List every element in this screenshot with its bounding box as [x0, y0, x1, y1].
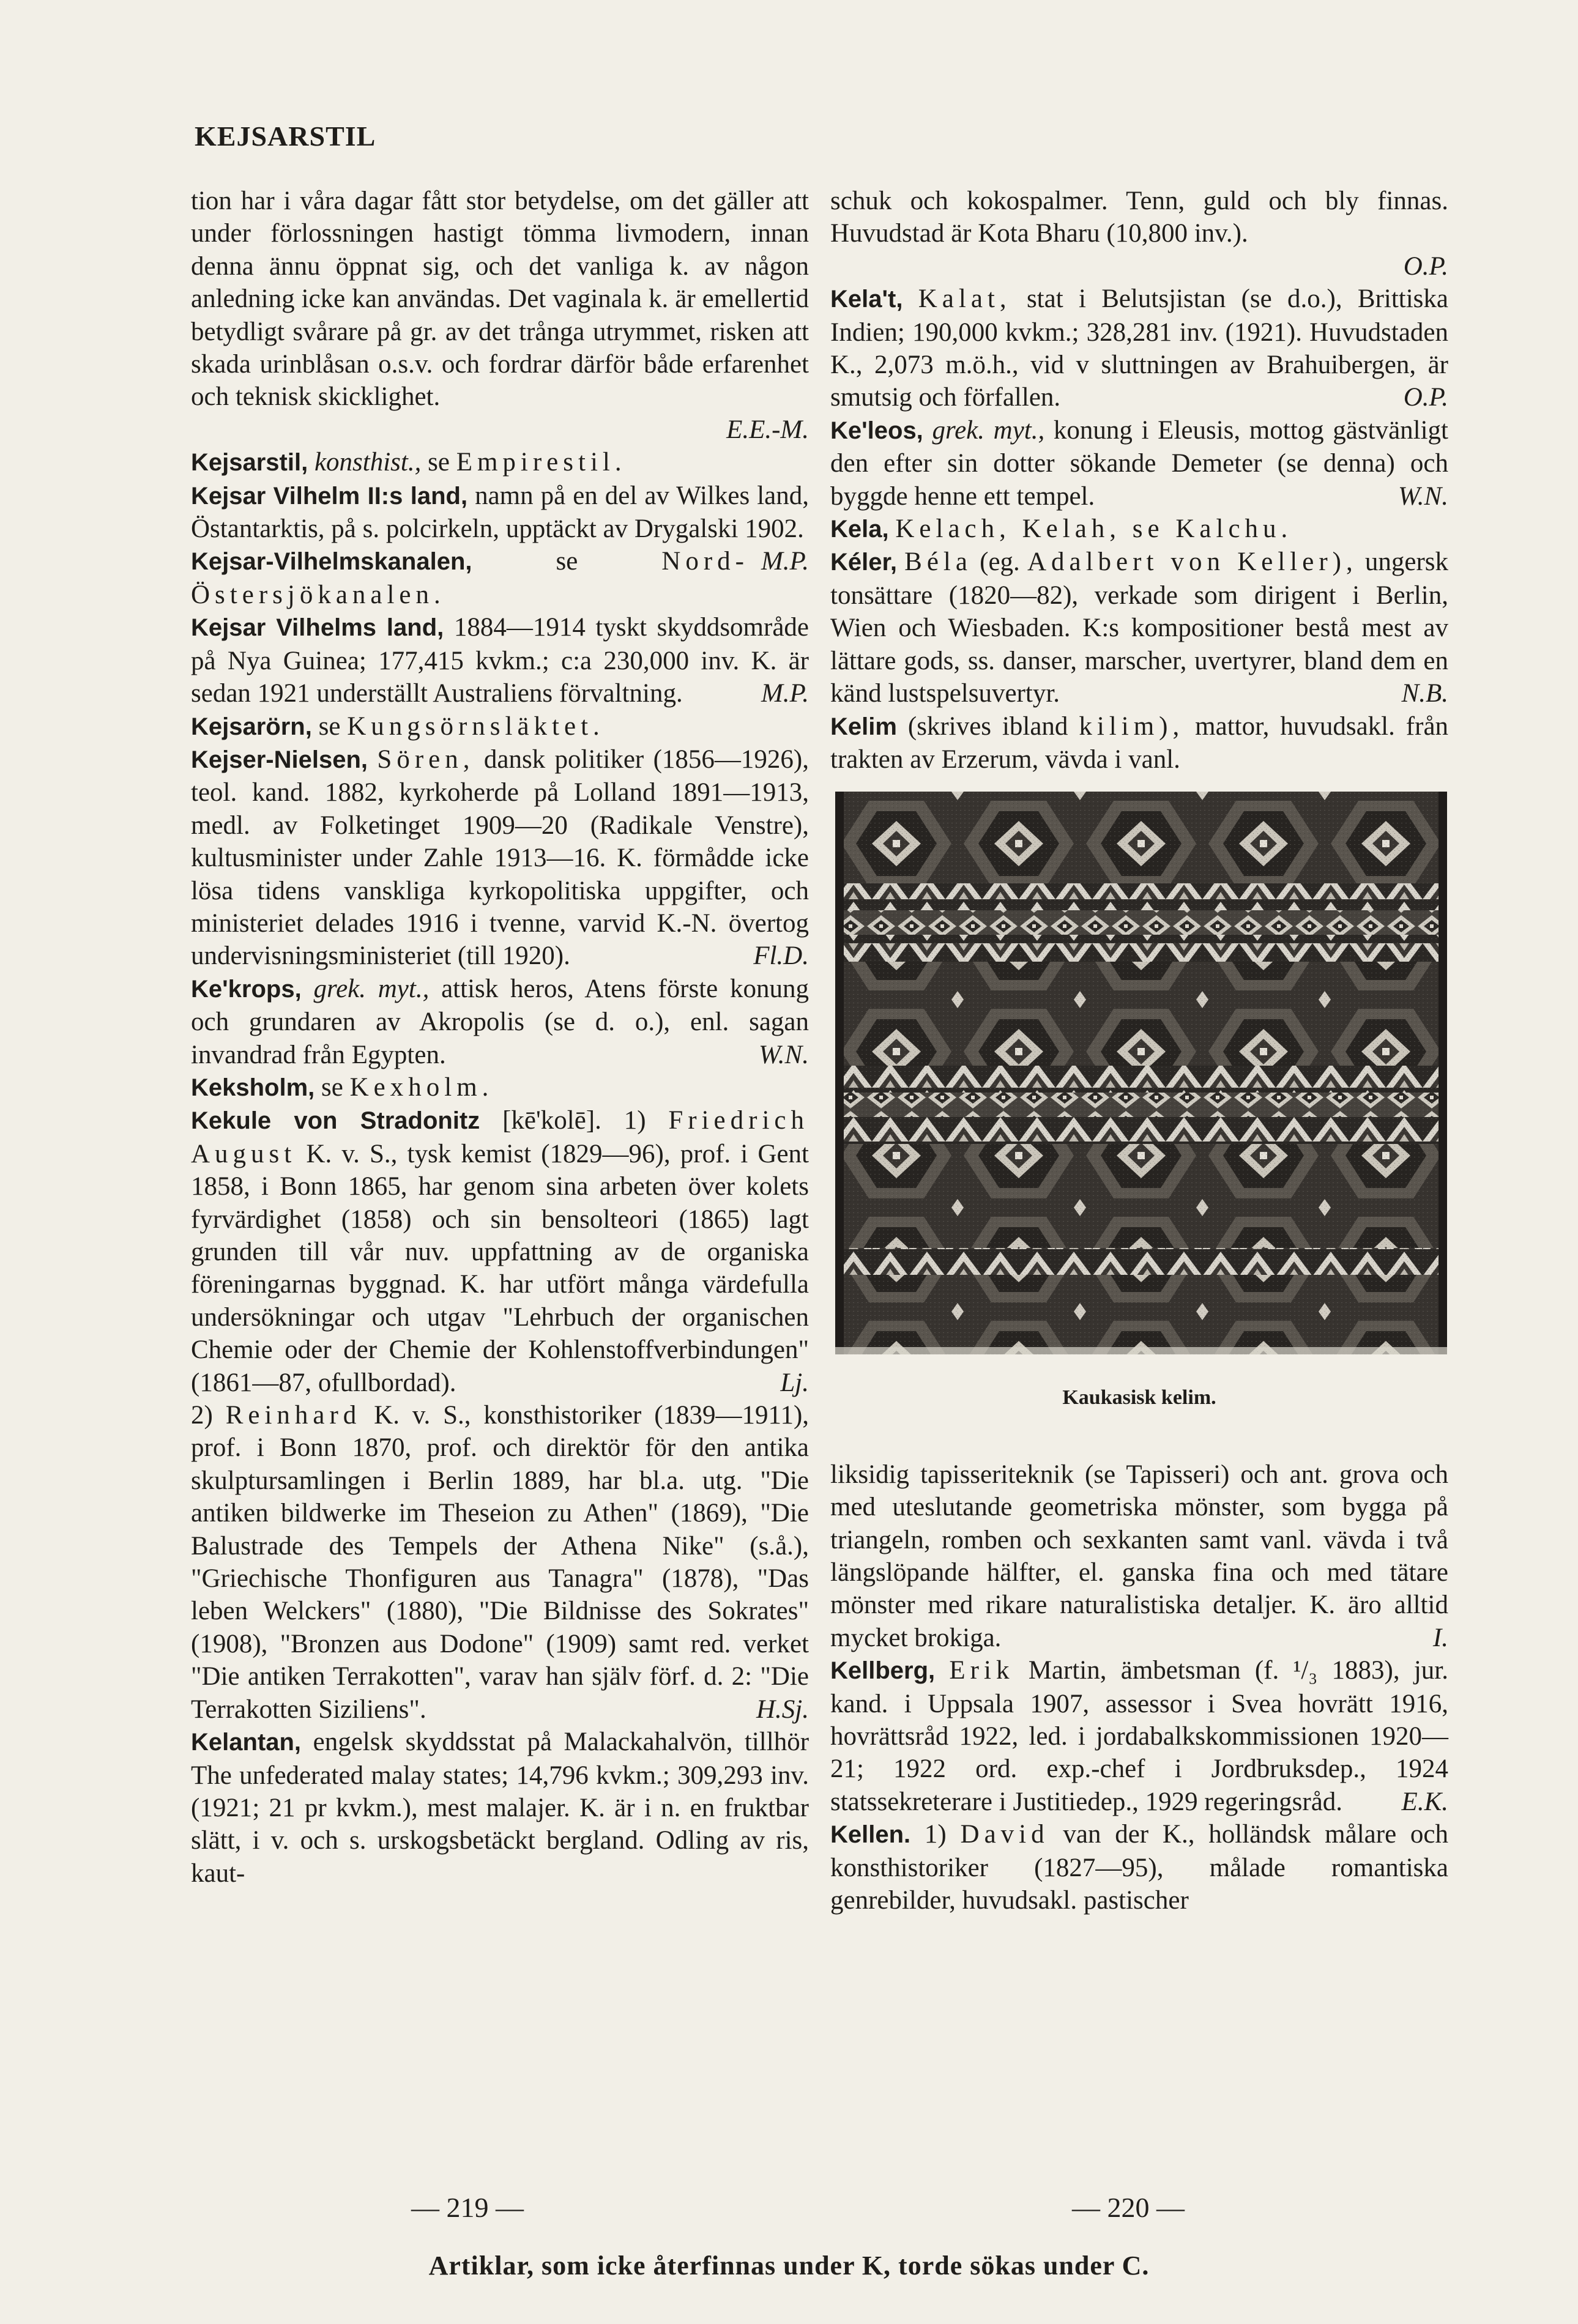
cross-reference: Kungsörnsläktet.: [347, 711, 605, 741]
entry-text: mattor, huvudsakl. från trakten av Erzerum, vävda i vanl.: [830, 711, 1449, 774]
headword: Kela,: [830, 516, 889, 543]
headword: Kelantan,: [191, 1729, 302, 1756]
cross-reference: Kexholm.: [349, 1072, 494, 1102]
entry-text: K. v. S., konsthistoriker (1839—1911), prof. i Bonn 1870, prof. och direktör för den antika skulptursamlingen i Berlin 1889, har bl.a. utg. "Die antiken bildwerke im Theseion zu Athen" (1869), "Die Balustrade des Tempels der Athena Nike" (s.å.), "Griechische Thonfiguren aus Tanagra" (1878), "Das leben Welckers" (1880), "Die Bildnisse des Sokrates" (1908), "Bronzen aus Dodone" (1909) samt red. verket "Die antiken Terrakotten", varav han själv förf. d. 2: "Die Terrakotten Siziliens".: [191, 1401, 809, 1724]
headword: Kejser-Nielsen,: [191, 746, 368, 773]
signature: O.P.: [1403, 383, 1448, 412]
signature: M.P.: [761, 547, 809, 576]
signature: W.N.: [758, 1040, 809, 1069]
entry-kejsar-vilhelms-land: [191, 611, 809, 710]
sub-number: 1): [623, 1106, 646, 1135]
kelim-rug-image: [835, 792, 1447, 1354]
signature: N.B.: [1401, 679, 1448, 708]
note-text: (skrives ibland: [907, 711, 1068, 741]
person-name: David: [960, 1820, 1049, 1849]
see-text: se: [428, 448, 450, 477]
field-label: grek. myt.,: [313, 974, 430, 1003]
signature: W.N.: [1397, 481, 1448, 511]
headword: Kejsarstil,: [191, 449, 308, 477]
place-name: Kalat,: [918, 284, 1011, 314]
cross-reference: Kelach, Kelah, se Kalchu.: [895, 514, 1293, 544]
headword: Kellen.: [830, 1821, 911, 1849]
variant-name: kilim),: [1079, 711, 1185, 741]
headword: Ke'krops,: [191, 975, 302, 1003]
headword: Keksholm,: [191, 1074, 315, 1101]
entry-continuation: [830, 185, 1448, 250]
person-name: Béla: [904, 548, 972, 577]
entry-kela: [830, 513, 1448, 546]
entry-kekrops: [191, 973, 809, 1071]
field-label: grek. myt.,: [932, 415, 1045, 445]
headword: Ke'leos,: [830, 417, 923, 444]
page-number-right: — 220 —: [1072, 2192, 1185, 2223]
field-label: konsthist.,: [314, 448, 422, 477]
headword: Kejsar Vilhelm II:s land,: [191, 482, 468, 510]
entry-text: namn på en del av Wilkes land, Östantarktis, på s. polcirkeln, upptäckt av Drygalski 1902.: [191, 481, 809, 544]
cross-reference: Nord-Östersjökanalen.: [191, 547, 749, 609]
signature: E.E.-M.: [726, 415, 809, 444]
entry-kelim-continued: [830, 1458, 1448, 1654]
entry-kejsar-vilhelmskanalen: [191, 545, 809, 611]
person-name: Friedrich August: [191, 1106, 809, 1168]
continuation-text: tion har i våra dagar fått stor betydelse, om det gäller att under förlossningen hastigt tömma livmodern, innan denna ännu öppnat sig, och det vanliga k. av någon anledning icke kan användas. Det vaginala k. är emellertid betydligt svårare på gr. av det trånga utrymmet, risken att skada urinblåsan o.s.v. och fordrar därför både erfarenhet och teknisk skicklighet.: [191, 187, 809, 412]
entry-kelat: [830, 283, 1448, 414]
figure-caption: Kaukasisk kelim.: [1062, 1386, 1216, 1409]
entry-continuation: [191, 185, 809, 414]
entry-text: konung i Eleusis, mottog gästvänligt den efter sin dotter sökande Demeter (se denna) och byggde henne ett tempel.: [830, 415, 1448, 511]
see-text: se: [321, 1072, 343, 1102]
continuation-text: schuk och kokospalmer. Tenn, guld och bly finnas. Huvudstad är Kota Bharu (10,800 inv.).: [830, 187, 1448, 248]
note-text: (eg.: [980, 548, 1020, 577]
sub-number: 1): [924, 1820, 947, 1849]
kelim-figure: [830, 792, 1448, 1414]
entry-kekule-sub-2: [191, 1399, 809, 1726]
entry-text: liksidig tapisseriteknik (se Tapisseri) och ant. grova och med uteslutande geometriska mönster, som bygga på triangeln, romben och sexkanten samt vanl. vävda i två längslöpande hälfter, el. ganska fina och med tätare mönster med rikare naturalistiska detaljer. K. äro alltid mycket brokiga.: [830, 1460, 1448, 1652]
headword: Kela't,: [830, 286, 903, 313]
cross-reference: Empirestil.: [456, 448, 627, 477]
right-column: [830, 185, 1448, 1917]
headword: Kellberg,: [830, 1657, 936, 1685]
entry-text: K. v. S., tysk kemist (1829—96), prof. i Gent 1858, i Bonn 1865, har genom sina arbeten över kolets fyrvärdighet (1858) och sin bensolteori (1865) lagt grunden till vår nuv. uppfattning av de organiska föreningarnas byggnad. K. har utfört många värdefulla undersökningar och utgav "Lehrbuch der organischen Chemie oder der Chemie der Kohlenstoffverbindungen" (1861—87, ofullbordad).: [191, 1139, 809, 1397]
signature: E.K.: [1401, 1787, 1448, 1816]
signature: Fl.D.: [753, 941, 809, 971]
headword: Kejsar Vilhelms land,: [191, 614, 444, 642]
person-name: Erik: [949, 1656, 1014, 1685]
entry-text: engelsk skyddsstat på Malackahalvön, tillhör The unfederated malay states; 14,796 kvkm.; 309,293 inv. (1921; 21 pr kvkm.), mest malajer. K. är i n. en fruktbar slätt, i v. och s. urskogsbetäckt bergland. Odling av ris, kaut-: [191, 1728, 809, 1888]
signature: M.P.: [761, 679, 809, 708]
entry-text: van der K., holländsk målare och konsthistoriker (1827—95), målade romantiska genrebilder, huvudsakl. pastischer: [830, 1820, 1449, 1915]
entry-kejsarstil: [191, 446, 809, 479]
entry-keksholm: [191, 1071, 809, 1104]
see-text: se: [556, 547, 578, 576]
entry-keler: [830, 546, 1448, 710]
headword: Kejsar-Vilhelmskanalen,: [191, 548, 472, 576]
entry-kekule-von-stradonitz: [191, 1104, 809, 1399]
person-name: Reinhard: [225, 1401, 362, 1430]
person-name: Sören,: [377, 744, 475, 774]
entry-kejsarorn: [191, 710, 809, 743]
person-name: Adalbert von Keller),: [1027, 548, 1358, 577]
entry-text: stat i Belutsjistan (se d.o.), Brittiska Indien; 190,000 kvkm.; 328,281 inv. (1921). Huvudstaden K., 2,073 m.ö.h., vid v sluttningen av Brahuibergen, är smutsig och förfallen.: [830, 284, 1449, 412]
entry-kellberg: [830, 1654, 1448, 1818]
see-text: se: [318, 711, 341, 741]
footer-note: Artiklar, som icke återfinnas under K, torde sökas under C.: [428, 2251, 1150, 2281]
entry-kejser-nielsen: [191, 743, 809, 973]
entry-text: attisk heros, Atens förste konung och grundaren av Akropolis (se d. o.), enl. sagan invandrad från Egypten.: [191, 974, 809, 1069]
page-number-left: — 219 —: [411, 2192, 524, 2223]
entry-text: ungersk tonsättare (1820—82), verkade som dirigent i Berlin, Wien och Wiesbaden. K:s kompositioner bestå mest av lättare gods, ss. danser, marscher, uvertyrer, bland dem en känd lustspelsuvertyr.: [830, 548, 1449, 708]
signature: I.: [1432, 1623, 1448, 1652]
signature: H.Sj.: [756, 1695, 809, 1724]
entry-kellen: [830, 1818, 1448, 1917]
left-column: [191, 185, 809, 1890]
signature: Lj.: [780, 1368, 809, 1397]
headword: Kéler,: [830, 549, 897, 576]
running-head: KEJSARSTIL: [195, 121, 376, 152]
pronunciation: [kē'kolē].: [502, 1106, 601, 1135]
entry-kelantan: [191, 1726, 809, 1890]
sub-number: 2): [191, 1401, 213, 1430]
entry-text: 1884—1914 tyskt skyddsområde på Nya Guinea; 177,415 kvkm.; c:a 230,000 inv. K. är sedan 1921 underställt Australiens förvaltning.: [191, 613, 809, 708]
headword: Kelim: [830, 713, 897, 740]
entry-text: dansk politiker (1856—1926), teol. kand. 1882, kyrkoherde på Lolland 1891—1913, medl. av Folketinget 1909—20 (Radikale Venstre), kultusminister under Zahle 1913—16. K. förmådde icke lösa tidens vanskliga kyrkopolitiska uppgifter, och ministeriet delades 1916 i tvenne, varvid K.-N. övertog undervisningsministeriet (till 1920).: [191, 744, 809, 971]
entry-kelim: [830, 710, 1448, 776]
headword: Kejsarörn,: [191, 713, 312, 740]
entry-text: Martin, ämbetsman (f. ¹/₃ 1883), jur. kand. i Uppsala 1907, assessor i Svea hovrätt 1916, hovrättsråd 1922, led. i jordabalkskommissionen 1920—21; 1922 ord. exp.-chef i Jordbruksdep., 1924 statssekreterare i Justitiedep., 1929 regeringsråd.: [830, 1656, 1448, 1816]
signature: O.P.: [1403, 251, 1448, 281]
entry-keleos: [830, 414, 1448, 513]
headword: Kekule von Stradonitz: [191, 1107, 480, 1135]
